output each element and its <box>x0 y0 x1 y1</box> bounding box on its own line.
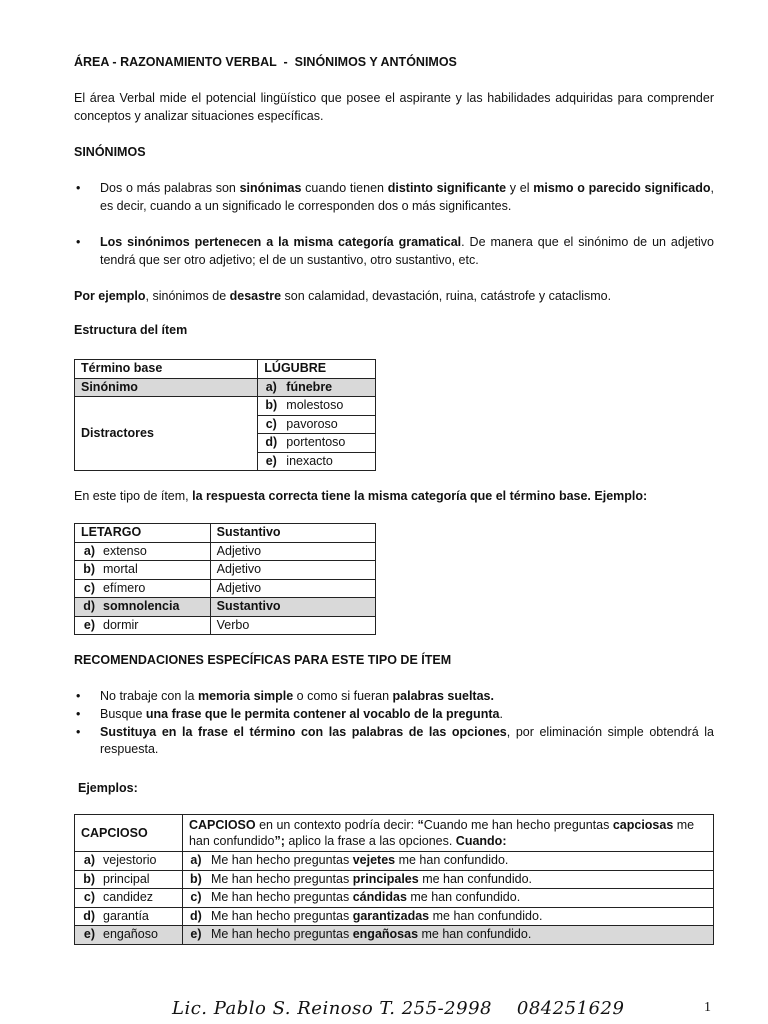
list-item: • Los sinónimos pertenecen a la misma categoría gramatical. De manera que el sinónimo de un adjetivo tendrá que ser otro adjetivo; el de un sustantivo, otro sustantivo, etc. <box>76 235 715 267</box>
examples-heading: Ejemplos: <box>78 781 138 795</box>
table-row: a) extenso Adjetivo <box>75 542 376 561</box>
table-row: e) dormir Verbo <box>75 616 376 635</box>
table-row: d) portentoso <box>75 434 376 453</box>
bullet-icon: • <box>76 235 81 249</box>
table-row: c) candidez c) Me han hecho preguntas cándidas me han confundido. <box>75 889 714 908</box>
table-row: e) engañoso e) Me han hecho preguntas engañosas me han confundido. <box>75 926 714 945</box>
footer-signature: Lic. Pablo S. Reinoso T. 255-2998 084251629 <box>172 998 625 1019</box>
table-row: LETARGO Sustantivo <box>75 524 376 543</box>
table-row: d) somnolencia Sustantivo <box>75 598 376 617</box>
table-row: a) vejestorio a) Me han hecho preguntas vejetes me han confundido. <box>75 852 714 871</box>
page-title: ÁREA - RAZONAMIENTO VERBAL - SINÓNIMOS Y ANTÓNIMOS <box>74 55 457 69</box>
table-row: CAPCIOSO CAPCIOSO en un contexto podría decir: “Cuando me han hecho preguntas capciosas me han confundido”; aplico la frase a las opciones. Cuando: <box>75 815 714 852</box>
bullet-icon: • <box>76 724 81 739</box>
capcioso-table <box>74 814 714 945</box>
bullet-icon: • <box>76 181 81 195</box>
table-row: b) mortal Adjetivo <box>75 561 376 580</box>
list-item: • Dos o más palabras son sinónimas cuando tienen distinto significante y el mismo o parecido significado, es decir, cuando a un significado le corresponden dos o más significantes. <box>76 181 714 213</box>
bullet-icon: • <box>76 706 81 721</box>
table-row: Distractores b) molestoso <box>75 397 376 416</box>
category-list <box>74 234 714 270</box>
item-structure-table <box>74 359 376 471</box>
table-row: c) efímero Adjetivo <box>75 579 376 598</box>
list-item: • Busque una frase que le permita contener al vocablo de la pregunta. <box>74 706 714 724</box>
letargo-table <box>74 523 376 635</box>
recommendations-heading: RECOMENDACIONES ESPECÍFICAS PARA ESTE TIPO DE ÍTEM <box>74 653 452 667</box>
list-item: • No trabaje con la memoria simple o como si fueran palabras sueltas. <box>74 688 714 706</box>
table-row: Término base LÚGUBRE <box>75 360 376 379</box>
table-row: d) garantía d) Me han hecho preguntas garantizadas me han confundido. <box>75 907 714 926</box>
category-paragraph: En este tipo de ítem, la respuesta correcta tiene la misma categoría que el término base. Ejemplo: <box>74 489 648 503</box>
definition-list <box>74 180 714 216</box>
table-row: e) inexacto <box>75 452 376 471</box>
page-number: 1 <box>704 1000 711 1015</box>
recommendations-list <box>74 688 714 759</box>
table-row: b) principal b) Me han hecho preguntas principales me han confundido. <box>75 870 714 889</box>
synonyms-heading: SINÓNIMOS <box>74 145 146 159</box>
structure-heading: Estructura del ítem <box>74 323 188 337</box>
list-item: • Sustituya en la frase el término con las palabras de las opciones, por eliminación simple obtendrá la respuesta. <box>76 724 714 757</box>
intro-paragraph: El área Verbal mide el potencial lingüístico que posee el aspirante y las habilidades adquiridas para comprender conceptos y analizar situaciones específicas. <box>74 91 714 123</box>
table-row: Sinónimo a) fúnebre <box>75 378 376 397</box>
example-paragraph: Por ejemplo, sinónimos de desastre son calamidad, devastación, ruina, catástrofe y cataclismo. <box>74 289 612 303</box>
table-row: c) pavoroso <box>75 415 376 434</box>
bullet-icon: • <box>76 689 81 703</box>
